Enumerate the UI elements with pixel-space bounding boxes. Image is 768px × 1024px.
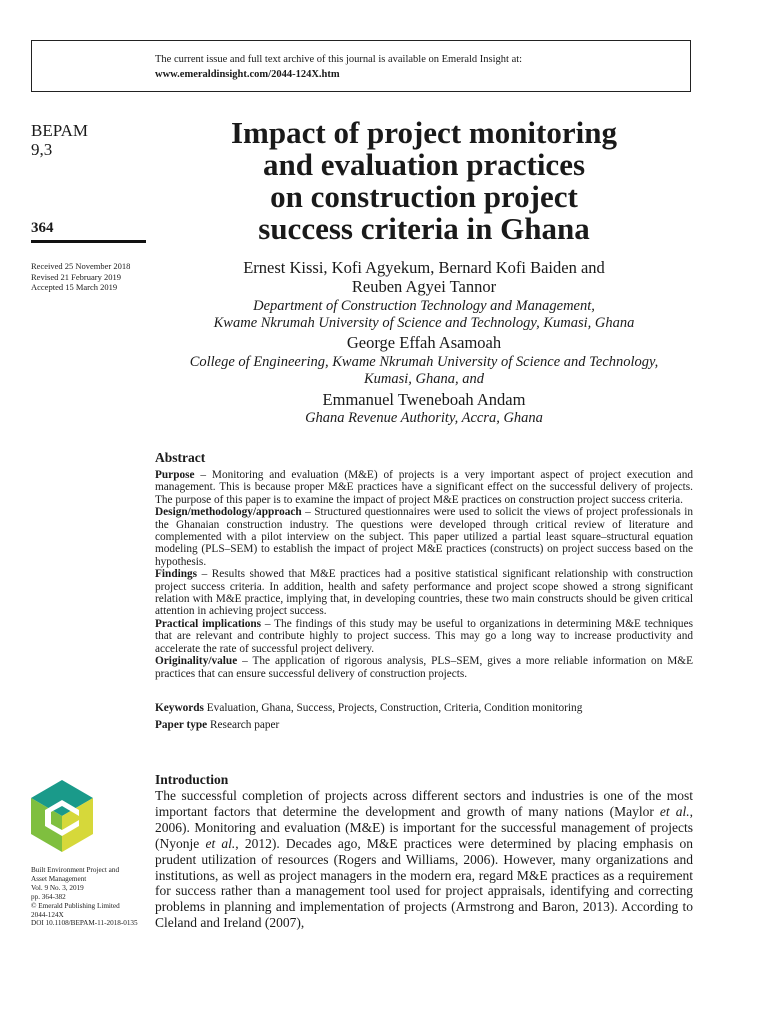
purpose-text: – Monitoring and evaluation (M&E) of projects is a very important aspect of project execution and management. This is because proper M&E practices have a significant effect on the successful delivery of projects. The purpose of this paper is to examine the impact of project M&E practices on construction project success criteria. [155, 469, 693, 506]
journal-info-line: © Emerald Publishing Limited [31, 901, 120, 910]
journal-code-block [31, 121, 88, 159]
title-line: success criteria in Ghana [258, 211, 590, 246]
originality-text: – The application of rigorous analysis, PLS–SEM, gives a more reliable information on M&E practices that can ensure successful delivery of construction projects. [155, 655, 693, 680]
journal-info-line: 2044-124X [31, 910, 64, 919]
page-number: 364 [31, 220, 54, 236]
intro-etal: et al. [659, 803, 690, 819]
intro-text: , 2012). Decades ago, M&E practices were determined by placing emphasis on prudent utilization of resources (Rogers and Williams, 2006). However, many organizations and institutions, as well as project managers in the modern era, regard M&E practices as a requirement for success rather than a management tool used for project appraisals, identifying and correcting problems in planning and implementation of projects (Armstrong and Baron, 2013). According to Cleland and Ireland (2007), [155, 835, 693, 931]
author-line: Reuben Agyei Tannor [351, 277, 497, 296]
abstract-purpose [155, 469, 693, 506]
author-names-3: Emmanuel Tweneboah Andam [322, 390, 526, 409]
abstract-practical [155, 618, 693, 655]
revised-date: Revised 21 February 2019 [31, 271, 121, 282]
affiliation-1 [155, 298, 693, 332]
availability-text: The current issue and full text archive of this journal is available on Emerald Insight at: [155, 54, 523, 65]
journal-info-line: Vol. 9 No. 3, 2019 [31, 883, 84, 892]
author-names-2: George Effah Asamoah [346, 333, 502, 352]
affiliation-line: Department of Construction Technology and Management, [253, 298, 595, 314]
affiliation-3: Ghana Revenue Authority, Accra, Ghana [305, 410, 543, 426]
keywords-text: Evaluation, Ghana, Success, Projects, Construction, Criteria, Condition monitoring [203, 702, 583, 714]
abstract-body [155, 469, 693, 680]
author-names-1 [155, 258, 693, 296]
paper-type-label: Paper type [155, 719, 208, 731]
title-line: Impact of project monitoring [230, 115, 617, 150]
abstract-findings [155, 568, 693, 618]
page-number-rule [31, 240, 146, 243]
title-line: and evaluation practices [262, 147, 586, 182]
paper-type [155, 719, 693, 731]
journal-info-line: Built Environment Project and [31, 866, 120, 874]
findings-text: – Results showed that M&E practices had a positive statistical significant relationship with construction project success criteria. In addition, health and safety performance and project scope showed a strong significant relation with M&E practice, implying that, in developing countries, these two main constructs should be given critical attention in achieving project success. [155, 568, 693, 618]
purpose-label: Purpose [155, 469, 195, 481]
findings-label: Findings [155, 568, 198, 581]
introduction-body [155, 788, 693, 931]
abstract-originality [155, 655, 693, 680]
submission-dates [31, 261, 130, 293]
practical-text: – The findings of this study may be useful to organizations in determining M&E techniques that are relevant and contribute highly to project success. This may go a long way to increase productivity and accelerate the rate of successful project delivery. [155, 617, 693, 655]
abstract-design [155, 506, 693, 568]
keywords-label: Keywords [155, 702, 204, 714]
received-date: Received 25 November 2018 [31, 261, 131, 271]
paper-type-text: Research paper [207, 719, 280, 731]
intro-etal: et al. [205, 835, 236, 851]
design-label: Design/methodology/approach [155, 506, 302, 519]
accepted-date: Accepted 15 March 2019 [31, 282, 118, 292]
intro-text: , 2006). Monitoring and evaluation (M&E) is important for the successful management of projects (Nyonje [155, 803, 694, 851]
journal-url-link[interactable]: www.emeraldinsight.com/2044-124X.htm [155, 69, 340, 80]
intro-text: The successful completion of projects across different sectors and industries is one of the most important factors that determine the development and growth of many nations (Maylor [155, 788, 693, 819]
practical-label: Practical implications [155, 617, 262, 630]
paper-title [155, 117, 693, 245]
journal-info [31, 866, 151, 928]
design-text: – Structured questionnaires were used to solicit the views of project professionals in the Ghanaian construction industry. The questions were developed through critical review of literature and complemented with a pilot interview on the subject. This paper utilized a partial least square–structural equation modeling (PLS–SEM) to establish the impact of project M&E practices (constructs) on project success based on the hypothesis. [155, 506, 693, 568]
journal-code: BEPAM [31, 121, 89, 140]
affiliation-2 [155, 354, 693, 388]
doi-link[interactable]: DOI 10.1108/BEPAM-11-2018-0135 [31, 919, 138, 928]
affiliation-line: Kumasi, Ghana, and [363, 371, 485, 387]
introduction-heading: Introduction [155, 772, 229, 787]
affiliation-line: Kwame Nkrumah University of Science and Technology, Kumasi, Ghana [213, 315, 635, 331]
author-line: Ernest Kissi, Kofi Agyekum, Bernard Kofi Baiden and [243, 258, 605, 277]
title-line: on construction project [270, 179, 578, 214]
emerald-publishing-logo-icon [31, 780, 93, 852]
journal-availability-box [31, 40, 691, 92]
journal-info-line: Asset Management [31, 874, 87, 883]
keywords [155, 702, 693, 714]
journal-volume: 9,3 [31, 140, 53, 159]
originality-label: Originality/value [155, 655, 238, 668]
abstract-heading: Abstract [155, 450, 206, 465]
affiliation-line: College of Engineering, Kwame Nkrumah University of Science and Technology, [189, 354, 659, 370]
journal-info-line: pp. 364-382 [31, 892, 66, 901]
